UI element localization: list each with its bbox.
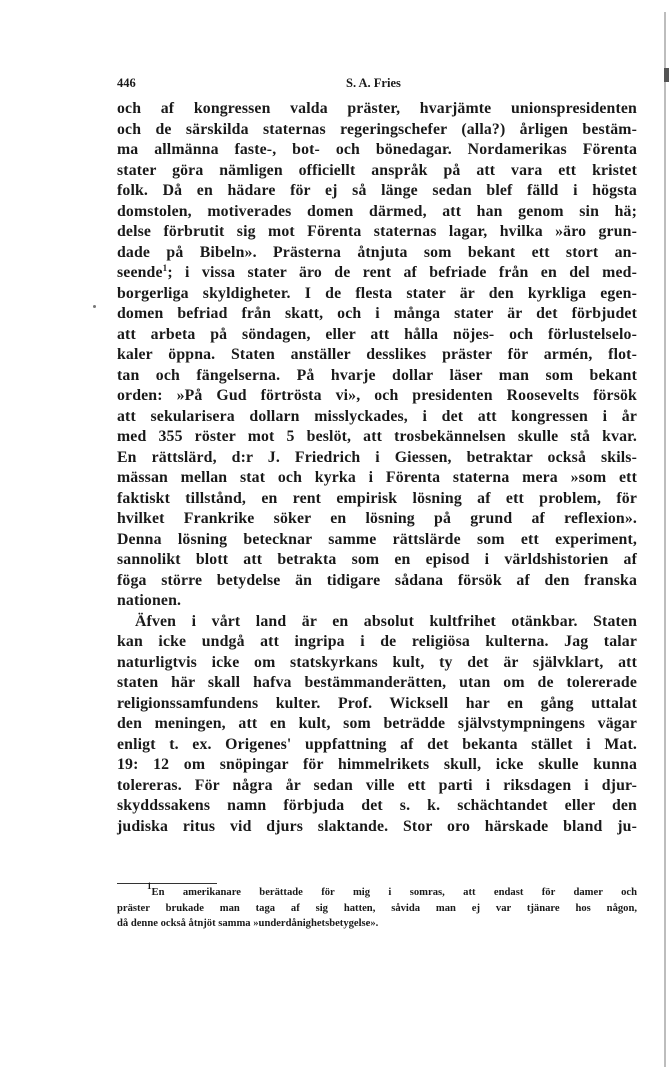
body-line: mässan mellan stat och kyrka i Förenta staterna mera »som ett: [117, 469, 637, 486]
page-number: 446: [117, 76, 136, 90]
footnote-marker: 1: [147, 881, 152, 891]
body-line: faktiskt tillstånd, en rent empirisk lösning af ett problem, för: [117, 489, 637, 507]
body-line: ma allmänna faste-, bot- och bönedagar. Nordamerikas Förenta: [117, 141, 637, 158]
page-edge-line: [664, 12, 666, 1067]
margin-dot: [93, 305, 96, 308]
body-line: med 355 röster mot 5 beslöt, att trosbekännelsen skulle stå kvar.: [117, 428, 637, 445]
body-line: orden: »På Gud förtrösta vi», och presidenten Roosevelts försök: [117, 387, 637, 404]
body-line: delse förbrutit sig mot Förenta staternas lagar, hvilka »äro grun-: [117, 223, 637, 240]
footnote-reference: 1: [162, 263, 168, 273]
body-line: föga större betydelse än tidigare sådana försök af den franska: [117, 571, 637, 589]
body-line: att arbeta på söndagen, eller att hålla nöjes- och förlustelselo-: [117, 325, 637, 343]
body-line-with-footnote-ref: [117, 263, 637, 284]
footnotes: [117, 881, 637, 932]
body-line: dade på Bibeln». Prästerna åtnjuta som bekant ett stort an-: [117, 243, 637, 261]
body-line-rest: ; i vissa stater äro de rent af befriade från en del med-: [167, 264, 637, 281]
body-line: staten här skall hafva bestämmanderätten, utan om de tolererade: [117, 674, 637, 691]
body-line: tolereras. För några år sedan ville ett parti i riksdagen i djur-: [117, 776, 637, 794]
body-line: hvilket Frankrike söker en lösning på grund af reflexion».: [117, 510, 637, 527]
body-line: Denna lösning betecknar samme rättslärde som ett experiment,: [117, 530, 637, 548]
body-line: att sekularisera dollarn misslyckades, i det att kongressen i år: [117, 407, 637, 425]
page-edge-mark: [664, 68, 669, 82]
footnote-text: En amerikanare berättade för mig i somras, att endast för damer och: [151, 887, 637, 898]
footnote-rule: [117, 883, 217, 884]
footnote-line: då denne också åtnjöt samma »underdånighetsbetygelse».: [117, 918, 379, 929]
body-text: [117, 99, 637, 837]
body-line: religionssamfundens kulter. Prof. Wicksell har en gång uttalat: [117, 694, 637, 712]
body-line: Äfven i vårt land är en absolut kultfrihet otänkbar. Staten: [135, 612, 637, 630]
footnote-line: [117, 881, 637, 901]
body-line: borgerliga skyldigheter. I de flesta stater är den kyrkliga egen-: [117, 284, 637, 302]
body-line: En rättslärd, d:r J. Friedrich i Giessen, betraktar också skils-: [117, 448, 637, 466]
running-head: S. A. Fries: [346, 76, 401, 90]
body-line: stater göra nämligen officiellt anspråk på att vara ett kristet: [117, 161, 637, 179]
body-line: skyddssakens namn förbjuda det s. k. schächtandet eller den: [117, 797, 637, 814]
body-line: nationen.: [117, 592, 182, 609]
body-line: kaler öppna. Staten anställer desslikes präster för armén, flot-: [117, 346, 637, 363]
body-line-start: seende: [117, 264, 163, 281]
body-line: tan och fängelserna. På hvarje dollar läser man som bekant: [117, 366, 637, 384]
footnote-line: präster brukade man taga af sig hatten, såvida man ej var tjänare hos någon,: [117, 902, 637, 914]
body-line: judiska ritus vid djurs slaktande. Stor oro härskade bland ju-: [117, 817, 637, 835]
body-line: enligt t. ex. Origenes' uppfattning af det bekanta stället i Mat.: [117, 735, 637, 753]
page-header: [117, 76, 637, 92]
body-line: naturligtvis icke om statskyrkans kult, ty det är självklart, att: [117, 653, 637, 671]
body-line: domstolen, motiverades domen därmed, att han genom sin hä;: [117, 202, 637, 220]
body-line: den meningen, att en kult, som beträdde självstympningens vägar: [117, 715, 637, 732]
body-line: kan icke undgå att ingripa i de religiösa kulterna. Jag talar: [117, 633, 637, 650]
body-line: och af kongressen valda präster, hvarjämte unionspresidenten: [117, 100, 637, 117]
body-line: sannolikt blott att betrakta som en episod i världshistorien af: [117, 551, 637, 568]
body-line: folk. Då en hädare för ej så länge sedan blef fälld i högsta: [117, 182, 637, 199]
body-line: 19: 12 om snöpingar för himmelrikets skull, icke skulle kunna: [117, 756, 637, 773]
body-line: och de särskilda staternas regeringschefer (alla?) årligen bestäm-: [117, 120, 637, 138]
body-line: domen befriad från skatt, och i många stater är det förbjudet: [117, 305, 637, 322]
